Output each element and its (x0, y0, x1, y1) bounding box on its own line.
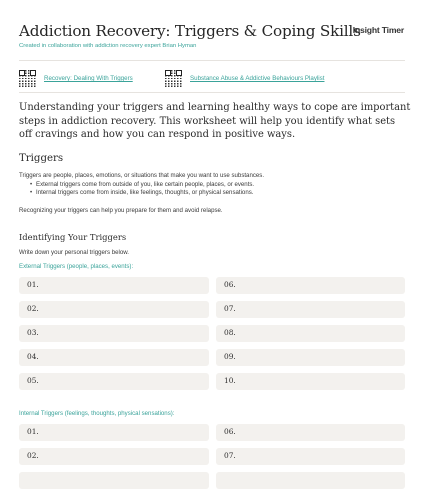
field-number: 04. (27, 352, 39, 361)
field-number: 02. (27, 304, 39, 313)
field-number: 07. (224, 304, 236, 313)
field-number: 05. (27, 376, 39, 385)
internal-triggers-label: Internal Triggers (feelings, thoughts, physical sensations): (19, 410, 175, 417)
qr-code-icon[interactable] (165, 70, 182, 87)
field-number: 06. (224, 280, 236, 289)
field-number: 10. (224, 376, 236, 385)
field-number: 09. (224, 352, 236, 361)
field-number: 01. (27, 427, 39, 436)
triggers-bullet-list (30, 181, 254, 197)
internal-trigger-field[interactable] (216, 472, 405, 489)
resource-links (19, 70, 409, 90)
internal-trigger-field[interactable] (19, 448, 209, 465)
internal-trigger-field[interactable] (19, 424, 209, 441)
field-number: 06. (224, 427, 236, 436)
external-trigger-field[interactable] (19, 373, 209, 390)
link-substance-abuse-playlist[interactable]: Substance Abuse & Addictive Behaviours Playlist (190, 75, 325, 82)
external-trigger-field[interactable] (216, 325, 405, 342)
page-title: Addiction Recovery: Triggers & Coping Skills (19, 22, 361, 40)
field-number: 08. (224, 328, 236, 337)
internal-trigger-field[interactable] (216, 424, 405, 441)
external-trigger-field[interactable] (19, 301, 209, 318)
link-dealing-with-triggers[interactable]: Recovery: Dealing With Triggers (44, 75, 133, 82)
bullet-external: • External triggers come from outside of you, like certain people, places, or events. (30, 181, 254, 189)
external-trigger-field[interactable] (216, 373, 405, 390)
external-triggers-label: External Triggers (people, places, events): (19, 263, 134, 270)
identifying-instruction: Write down your personal triggers below. (19, 249, 129, 256)
intro-paragraph: Understanding your triggers and learning healthy ways to cope are important steps in addiction recovery. This worksheet will help you identify what sets off cravings and how you can respond in positive ways. (19, 102, 411, 140)
divider (19, 92, 405, 93)
page-subtitle: Created in collaboration with addiction recovery expert Brian Hyman (19, 43, 197, 49)
triggers-description: Triggers are people, places, emotions, or situations that make you want to use substances. (19, 172, 265, 179)
qr-code-icon[interactable] (19, 70, 36, 87)
triggers-heading: Triggers (19, 153, 64, 164)
field-number: 01. (27, 280, 39, 289)
field-number: 02. (27, 451, 39, 460)
field-number: 03. (27, 328, 39, 337)
internal-trigger-field[interactable] (19, 472, 209, 489)
external-trigger-field[interactable] (19, 277, 209, 294)
identifying-heading: Identifying Your Triggers (19, 232, 127, 242)
external-trigger-field[interactable] (216, 277, 405, 294)
divider (19, 60, 405, 61)
external-trigger-field[interactable] (216, 301, 405, 318)
field-number: 07. (224, 451, 236, 460)
internal-trigger-field[interactable] (216, 448, 405, 465)
external-trigger-field[interactable] (19, 325, 209, 342)
bullet-internal: • Internal triggers come from inside, like feelings, thoughts, or physical sensations. (30, 189, 254, 197)
external-trigger-field[interactable] (19, 349, 209, 366)
external-trigger-field[interactable] (216, 349, 405, 366)
triggers-note: Recognizing your triggers can help you prepare for them and avoid relapse. (19, 207, 223, 214)
brand-logo: Insight Timer (352, 25, 404, 35)
